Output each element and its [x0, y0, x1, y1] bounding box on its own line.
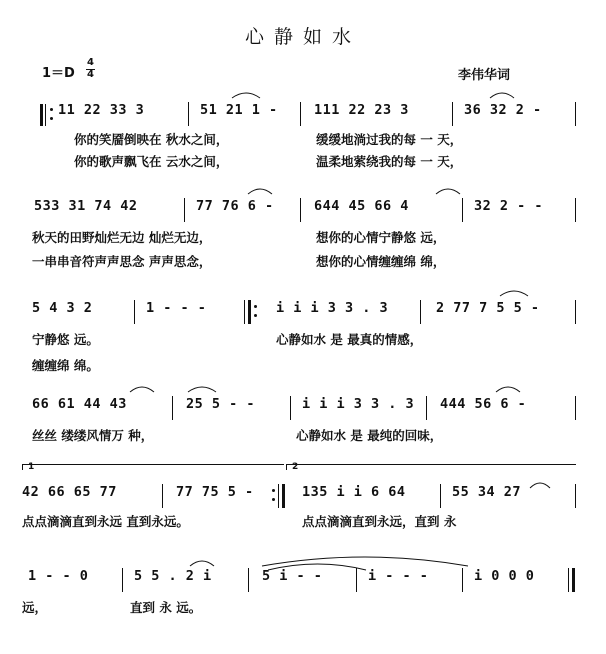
- lyric-line: 温柔地萦绕我的每 一 天，: [316, 154, 463, 169]
- measure-2-2: 77 76 6 -: [196, 198, 274, 214]
- lyric-line: 心静如水 是 最真的情感，: [276, 332, 423, 347]
- barline: [440, 484, 441, 508]
- barline: [462, 198, 463, 222]
- repeat-dot: [272, 498, 275, 501]
- measure-5-2: 77 75 5 -: [176, 484, 254, 500]
- measure-1-4: 36 32 2 -: [464, 102, 542, 118]
- repeat-start-barline: [40, 104, 43, 126]
- repeat-end-barline: [282, 484, 285, 508]
- key-signature: 1＝D: [42, 66, 75, 81]
- volta-1-number: 1: [28, 462, 35, 472]
- slur: [190, 561, 214, 566]
- barline: [184, 198, 185, 222]
- measure-6-1: 1 - - 0: [28, 568, 89, 584]
- measure-4-2: 25 5 - -: [186, 396, 256, 412]
- measure-4-4: 444 56 6 -: [440, 396, 527, 412]
- lyric-line: 一串串音符声声思念 声声思念，: [32, 254, 212, 269]
- final-barline-thin: [568, 568, 569, 592]
- lyric-line: 想你的心情缠缠绵 绵，: [316, 254, 446, 269]
- measure-5-4: 55 34 27: [452, 484, 522, 500]
- measure-1-3: 111 22 23 3: [314, 102, 409, 118]
- slur: [262, 557, 468, 566]
- measure-4-1: 66 61 44 43: [32, 396, 127, 412]
- barline: [462, 568, 463, 592]
- measure-3-1: 5 4 3 2: [32, 300, 93, 316]
- slur: [248, 189, 272, 194]
- barline: [426, 396, 427, 420]
- repeat-end-barline-thin: [244, 300, 245, 324]
- lyric-line: 你的歌声飘飞在 云水之间，: [74, 154, 229, 169]
- repeat-end-barline: [248, 300, 251, 324]
- barline: [162, 484, 163, 508]
- repeat-start-barline-thin: [45, 104, 46, 126]
- measure-3-3: i i i 3 3 . 3: [276, 300, 389, 316]
- lyric-line: 缓缓地淌过我的每 一 天，: [316, 132, 463, 147]
- final-barline: [572, 568, 575, 592]
- slur: [436, 189, 460, 194]
- time-signature-bottom: 4: [87, 69, 94, 80]
- song-title: 心静如水: [244, 26, 361, 48]
- barline: [452, 102, 453, 126]
- lyric-line: 你的笑靥倒映在 秋水之间，: [74, 132, 229, 147]
- volta-2-number: 2: [292, 462, 299, 472]
- repeat-dot: [254, 314, 257, 317]
- lyric-line: 点点滴滴直到永远 直到永远。: [22, 514, 189, 529]
- barline: [420, 300, 421, 324]
- repeat-end-barline-thin: [278, 484, 279, 508]
- measure-3-2: 1 - - -: [146, 300, 207, 316]
- barline: [356, 568, 357, 592]
- measure-5-3: 135 i i 6 64: [302, 484, 406, 500]
- slur: [496, 387, 520, 392]
- barline: [290, 396, 291, 420]
- lyricist-credit: 李伟华词: [458, 68, 511, 83]
- lyric-line: 心静如水 是 最纯的回味，: [296, 428, 443, 443]
- lyric-line: 丝丝 缕缕风情万 种，: [32, 428, 154, 443]
- repeat-dot: [50, 117, 53, 120]
- measure-4-3: i i i 3 3 . 3: [302, 396, 415, 412]
- repeat-dot: [272, 489, 275, 492]
- lyric-line: 宁静悠 远。: [32, 332, 99, 347]
- slur: [232, 93, 260, 98]
- repeat-dot: [254, 305, 257, 308]
- lyric-line: 点点滴滴直到永远，直到 永: [302, 514, 457, 529]
- measure-1-2: 51 21 1 -: [200, 102, 278, 118]
- measure-6-3: 5 i - -: [262, 568, 323, 584]
- barline: [122, 568, 123, 592]
- measure-2-4: 32 2 - -: [474, 198, 544, 214]
- barline: [300, 198, 301, 222]
- time-signature-top: 4: [87, 57, 94, 68]
- measure-6-5: i 0 0 0: [474, 568, 535, 584]
- barline: [300, 102, 301, 126]
- measure-1-1: 11 22 33 3: [58, 102, 145, 118]
- repeat-dot: [50, 108, 53, 111]
- lyric-line: 想你的心情宁静悠 远，: [316, 230, 446, 245]
- measure-6-4: i - - -: [368, 568, 429, 584]
- slur: [130, 387, 154, 392]
- volta-bracket-line: [22, 464, 284, 465]
- barline: [172, 396, 173, 420]
- lyric-line: 直到 永 远。: [130, 600, 202, 615]
- slur: [188, 387, 216, 392]
- barline: [575, 396, 576, 420]
- barline: [575, 300, 576, 324]
- measure-2-3: 644 45 66 4: [314, 198, 409, 214]
- measure-6-2: 5 5 . 2 i: [134, 568, 212, 584]
- lyric-line: 秋天的田野灿烂无边 灿烂无边，: [32, 230, 212, 245]
- volta-bracket-line: [286, 464, 576, 465]
- lyric-line: 远，: [22, 600, 48, 615]
- slur: [530, 483, 550, 488]
- barline: [134, 300, 135, 324]
- barline: [575, 102, 576, 126]
- barline: [575, 198, 576, 222]
- measure-2-1: 533 31 74 42: [34, 198, 138, 214]
- barline: [248, 568, 249, 592]
- lyric-line: 缠缠绵 绵。: [32, 358, 99, 373]
- slur: [500, 291, 528, 296]
- measure-3-4: 2 77 7 5 5 -: [436, 300, 540, 316]
- slur: [490, 93, 514, 98]
- barline: [188, 102, 189, 126]
- measure-5-1: 42 66 65 77: [22, 484, 117, 500]
- barline: [575, 484, 576, 508]
